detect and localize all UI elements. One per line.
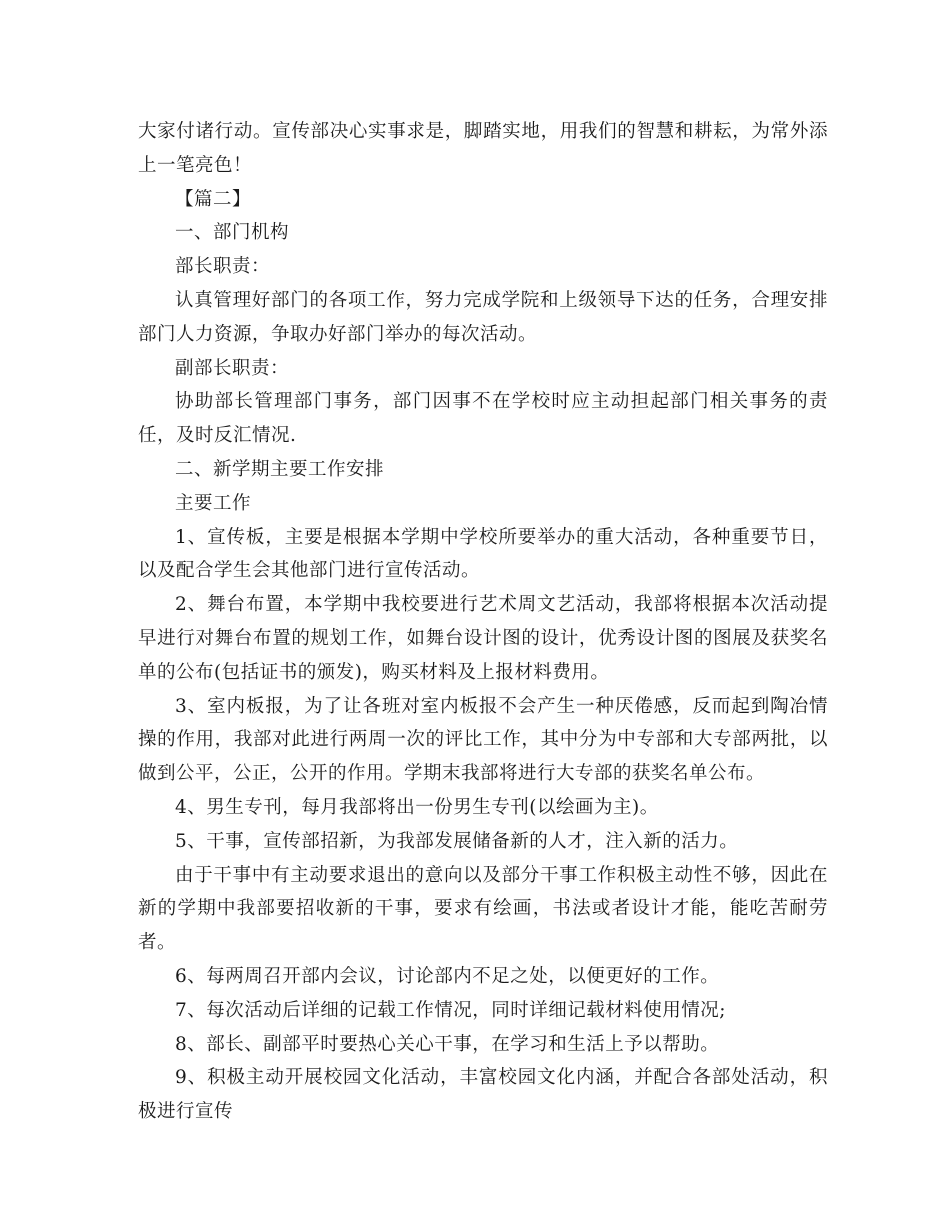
paragraph-vice-minister-duties: 协助部长管理部门事务，部门因事不在学校时应主动担起部门相关事务的责任，及时反汇情况. bbox=[138, 391, 828, 447]
list-item-7-records: 7、每次活动后详细的记载工作情况，同时详细记载材料使用情况; bbox=[175, 999, 727, 1021]
paragraph-minister-duties: 认真管理好部门的各项工作，努力完成学院和上级领导下达的任务，合理安排部门人力资源，争取办好部门举办的每次活动。 bbox=[138, 289, 828, 345]
heading-department-structure: 一、部门机构 bbox=[175, 222, 290, 244]
list-item-2-stage-setup: 2、舞台布置，本学期中我校要进行艺术周文艺活动，我部将根据本次活动提早进行对舞台布置的规划工作，如舞台设计图的设计，优秀设计图的图展及获奖名单的公布(包括证书的颁发)，购买材料及上报材料费用。 bbox=[138, 594, 828, 683]
section-heading-part-two: 【篇二】 bbox=[175, 188, 252, 210]
heading-main-work: 主要工作 bbox=[175, 492, 252, 514]
heading-new-semester-work: 二、新学期主要工作安排 bbox=[175, 458, 385, 480]
heading-vice-minister-duties: 副部长职责： bbox=[175, 357, 290, 379]
list-item-4-boys-journal: 4、男生专刊，每月我部将出一份男生专刊(以绘画为主)。 bbox=[175, 796, 659, 818]
list-item-3-indoor-blackboard: 3、室内板报，为了让各班对室内板报不会产生一种厌倦感，反而起到陶冶情操的作用，我部对此进行两周一次的评比工作，其中分为中专部和大专部两批，以做到公平，公正，公开的作用。学期末我部将进行大专部的获奖名单公布。 bbox=[138, 695, 828, 785]
document-body bbox=[138, 115, 828, 1129]
list-item-6-meetings: 6、每两周召开部内会议，讨论部内不足之处，以便更好的工作。 bbox=[175, 965, 720, 987]
list-item-5-recruitment: 5、干事，宣传部招新，为我部发展储备新的人才，注入新的活力。 bbox=[175, 830, 739, 852]
paragraph-continuation: 大家付诸行动。宣传部决心实事求是，脚踏实地，用我们的智慧和耕耘，为常外添上一笔亮色！ bbox=[138, 121, 828, 176]
list-item-1-publicity-board: 1、宣传板，主要是根据本学期中学校所要举办的重大活动，各种重要节日，以及配合学生会其他部门进行宣传活动。 bbox=[138, 526, 828, 582]
heading-minister-duties: 部长职责： bbox=[175, 256, 271, 278]
list-item-8-care: 8、部长、副部平时要热心关心干事，在学习和生活上予以帮助。 bbox=[175, 1033, 720, 1055]
paragraph-recruitment-detail: 由于干事中有主动要求退出的意向以及部分干事工作积极主动性不够，因此在新的学期中我部要招收新的干事，要求有绘画，书法或者设计才能，能吃苦耐劳者。 bbox=[138, 864, 828, 954]
list-item-9-campus-culture: 9、积极主动开展校园文化活动，丰富校园文化内涵，并配合各部处活动，积极进行宣传 bbox=[138, 1067, 828, 1123]
